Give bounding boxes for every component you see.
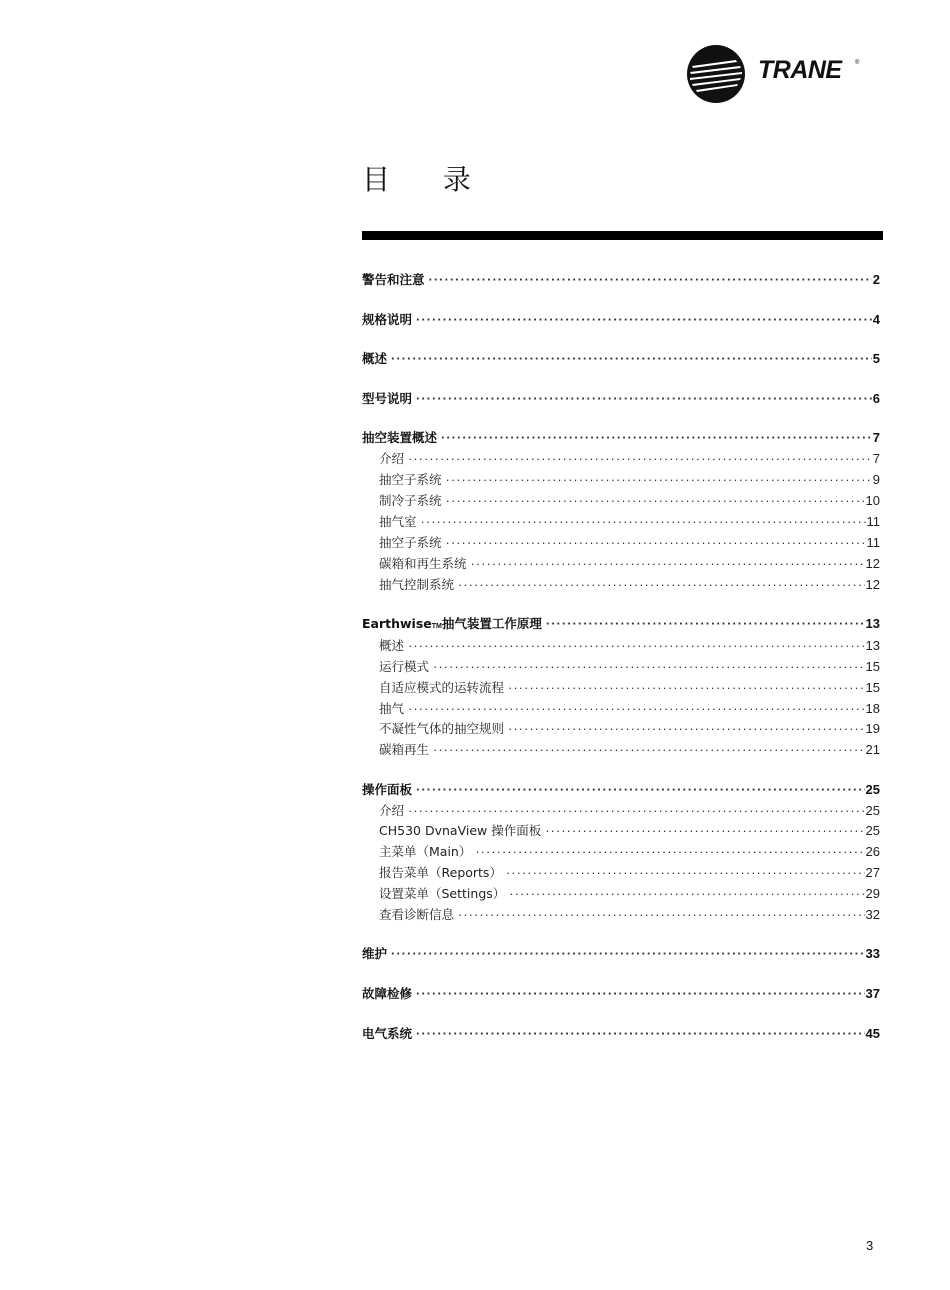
toc-page-number: 4 [872,312,880,327]
dot-leader [391,350,872,368]
toc-section-entry[interactable] [362,985,880,1003]
dot-leader [416,390,872,408]
title-rule [362,231,883,240]
dot-leader [433,658,865,676]
toc-entry-label: 抽气室 [379,514,417,529]
toc-page-number: 29 [865,886,880,901]
toc-entry-label: Earthwise [362,616,432,631]
dot-leader [441,429,872,447]
toc-entry-label: 抽气 [379,701,405,716]
trane-globe-icon [686,44,746,104]
dot-leader [508,720,865,738]
toc-page-number: 26 [865,844,880,859]
toc-section-entry[interactable] [362,1025,880,1043]
dot-leader [545,822,864,840]
toc-page-number: 18 [865,701,880,716]
dot-leader [433,741,865,759]
toc-entry-label: 不凝性气体的抽空规则 [379,721,505,736]
toc-subsection-entry[interactable] [379,906,880,924]
dot-leader [508,679,865,697]
toc-section-entry[interactable] [362,429,880,447]
page-title: 目 录 [362,163,493,196]
toc-entry-label: 故障检修 [362,986,413,1001]
toc-page-number: 10 [865,493,880,508]
toc-section-entry[interactable] [362,390,880,408]
toc-subsection-entry[interactable] [379,637,880,655]
toc-page-number: 15 [865,659,880,674]
dot-leader [416,1025,865,1043]
toc-entry-label: 概述 [379,638,405,653]
toc-subsection-entry[interactable] [379,555,880,573]
toc-entry-label: 规格说明 [362,312,413,327]
toc-page-number: 25 [865,803,880,818]
toc-entry-label: 抽空子系统 [379,535,442,550]
toc-section-entry[interactable] [362,271,880,289]
trane-logo [686,44,866,104]
dot-leader [509,885,864,903]
toc-entry-label: 维护 [362,946,388,961]
toc-subsection-entry[interactable] [379,534,880,552]
toc-entry-label: 报告菜单（Reports） [379,865,502,880]
toc-subsection-entry[interactable] [379,720,880,738]
toc-entry-label: 制冷子系统 [379,493,442,508]
toc-entry-label: 抽空子系统 [379,472,442,487]
toc-entry-label: 自适应模式的运转流程 [379,680,505,695]
toc-entry-label: 设置菜单（Settings） [379,886,506,901]
toc-subsection-entry[interactable] [379,576,880,594]
toc-entry-label: 查看诊断信息 [379,907,455,922]
toc-page-number: 25 [865,782,880,797]
page-number: 3 [866,1238,874,1253]
toc-page-number: 32 [865,907,880,922]
toc-entry-label: 警告和注意 [362,272,425,287]
dot-leader [475,843,864,861]
toc-subsection-entry[interactable] [379,864,880,882]
toc-entry-label: 介绍 [379,803,405,818]
toc-page-number: 27 [865,865,880,880]
toc-subsection-entry[interactable] [379,843,880,861]
toc-subsection-entry[interactable] [379,450,880,468]
toc-subsection-entry[interactable] [379,822,880,840]
toc-page-number: 5 [872,351,880,366]
dot-leader [446,492,865,510]
toc-entry-label: 抽空装置概述 [362,430,438,445]
dot-leader [471,555,865,573]
toc-entry-label: 主菜单（Main） [379,844,472,859]
toc-entry-label: 介绍 [379,451,405,466]
registered-mark: ® [855,60,860,66]
toc-section-entry[interactable] [362,311,880,329]
toc-subsection-entry[interactable] [379,658,880,676]
toc-section-entry[interactable] [362,350,880,368]
dot-leader [458,576,865,594]
toc-section-entry[interactable] [362,945,880,963]
toc-entry-label: 电气系统 [362,1026,413,1041]
toc-page-number: 15 [865,680,880,695]
trademark-mark: TM [431,623,442,630]
toc-entry-label: 运行模式 [379,659,430,674]
toc-page-number: 13 [865,616,880,631]
toc-subsection-entry[interactable] [379,802,880,820]
toc-page-number: 19 [865,721,880,736]
toc-page-number: 7 [872,430,880,445]
dot-leader [408,700,865,718]
dot-leader [446,471,872,489]
dot-leader [416,985,865,1003]
toc-section-entry[interactable] [362,781,880,799]
dot-leader [416,781,865,799]
toc-subsection-entry[interactable] [379,471,880,489]
toc-page-number: 6 [872,391,880,406]
toc-section-entry[interactable] [362,615,880,633]
dot-leader [458,906,865,924]
toc-page-number: 37 [865,986,880,1001]
dot-leader [391,945,865,963]
toc-entry-label: 抽气控制系统 [379,577,455,592]
dot-leader [429,271,872,289]
toc-subsection-entry[interactable] [379,513,880,531]
toc-page-number: 12 [865,577,880,592]
toc-subsection-entry[interactable] [379,885,880,903]
dot-leader [408,802,865,820]
toc-entry-label: 碳箱和再生系统 [379,556,467,571]
toc-page-number: 7 [872,451,880,466]
toc-subsection-entry[interactable] [379,679,880,697]
toc-entry-label: 型号说明 [362,391,413,406]
dot-leader [408,450,872,468]
toc-entry-label: CH530 DvnaView 操作面板 [379,823,542,838]
toc-entry-label: 概述 [362,351,388,366]
toc-page-number: 12 [865,556,880,571]
dot-leader [421,513,866,531]
toc-subsection-entry[interactable] [379,700,880,718]
toc-entry-label-rest: 抽气装置工作原理 [441,616,542,631]
toc-entry-label: 操作面板 [362,782,413,797]
toc-page-number: 21 [865,742,880,757]
toc-page-number: 25 [865,823,880,838]
toc-subsection-entry[interactable] [379,741,880,759]
toc-page-number: 11 [866,514,880,529]
toc-page-number: 45 [865,1026,880,1041]
dot-leader [506,864,865,882]
dot-leader [446,534,866,552]
toc-page-number: 9 [872,472,880,487]
toc-subsection-entry[interactable] [379,492,880,510]
dot-leader [546,615,865,633]
toc-page-number: 13 [865,638,880,653]
toc-page-number: 11 [866,535,880,550]
dot-leader [416,311,872,329]
dot-leader [408,637,865,655]
toc-page-number: 2 [872,272,880,287]
toc-entry-label: 碳箱再生 [379,742,430,757]
brand-wordmark: TRANE [758,56,842,84]
toc-page-number: 33 [865,946,880,961]
